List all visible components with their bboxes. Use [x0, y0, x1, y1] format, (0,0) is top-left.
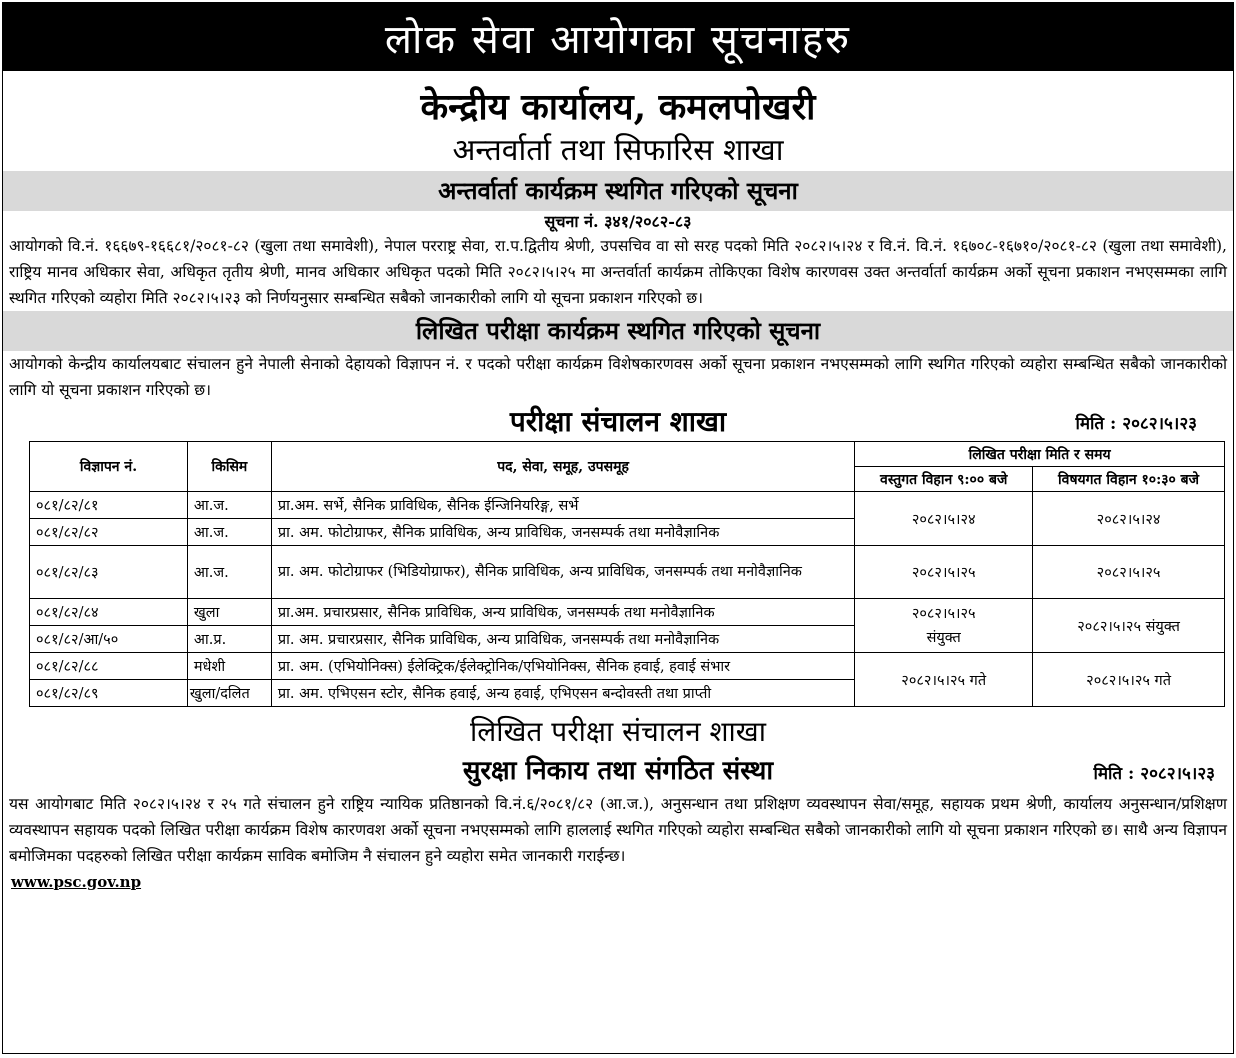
cell-type: आ.ज. [187, 546, 271, 599]
written-notice-title: लिखित परीक्षा कार्यक्रम स्थगित गरिएको सूचना [3, 311, 1233, 351]
cell-type: आ.ज. [187, 519, 271, 546]
security-section-header [3, 751, 1233, 791]
security-section-date: मिति : २०८२।५।२३ [1093, 764, 1215, 784]
exam-schedule-table [29, 441, 1225, 707]
website-link[interactable]: www.psc.gov.np [11, 873, 142, 891]
header-adv-no: विज्ञापन नं. [30, 442, 188, 492]
notice-number: सूचना नं. ३४१/२०८२-८३ [544, 212, 692, 231]
cell-post: प्रा. अम. प्रचारप्रसार, सैनिक प्राविधिक, अन्य प्राविधिक, जनसम्पर्क तथा मनोवैज्ञानिक [271, 626, 854, 653]
written-section-title: लिखित परीक्षा संचालन शाखा [470, 715, 766, 748]
cell-objective-date: २०८२।५।२५ [855, 546, 1033, 599]
banner-title: लोक सेवा आयोगका सूचनाहरु [3, 3, 1233, 71]
header-written-exam: लिखित परीक्षा मिति र समय [855, 442, 1225, 467]
cell-post: प्रा.अम. सर्भे, सैनिक प्राविधिक, सैनिक ईन्जिनियरिङ्ग, सर्भे [271, 492, 854, 519]
cell-type: आ.प्र. [187, 626, 271, 653]
cell-subjective-date: २०८२।५।२५ गते [1033, 653, 1225, 707]
cell-post: प्रा. अम. फोटोग्राफर (भिडियोग्राफर), सैनिक प्राविधिक, अन्य प्राविधिक, जनसम्पर्क तथा मनोवैज्ञानिक [271, 546, 854, 599]
cell-subjective-date: २०८२।५।२५ [1033, 546, 1225, 599]
written-notice-body: आयोगको केन्द्रीय कार्यालयबाट संचालन हुने नेपाली सेनाको देहायको विज्ञापन नं. र पदको परीक्षा कार्यक्रम विशेषकारणवस अर्को सूचना प्रकाशन नभएसम्मको लागि स्थगित गरिएको व्यहोरा सम्बन्धित सबैको जानकारीको लागि यो सूचना प्रकाशन गरिएको छ। [9, 355, 1227, 399]
cell-adv-no: ०८१/८२/८२ [30, 519, 188, 546]
cell-post: प्रा.अम. प्रचारप्रसार, सैनिक प्राविधिक, अन्य प्राविधिक, जनसम्पर्क तथा मनोवैज्ञानिक [271, 599, 854, 626]
security-section-title: सुरक्षा निकाय तथा संगठित संस्था [462, 756, 774, 786]
table-row [30, 599, 1225, 626]
branch-title: अन्तर्वार्ता तथा सिफारिस शाखा [452, 133, 784, 168]
notice-page [2, 2, 1234, 1054]
security-section-body: यस आयोगबाट मिति २०८२।५।२४ र २५ गते संचालन हुने राष्ट्रिय न्यायिक प्रतिष्ठानको वि.नं.६/२०८१/८२ (आ.ज.), अनुसन्धान तथा प्रशिक्षण व्यवस्थापन सेवा/समूह, सहायक प्रथम श्रेणी, कार्यालय अनुसन्धान/प्रशिक्षण व्यवस्थापन सहायक पदको लिखित परीक्षा कार्यक्रम विशेष कारणवश अर्को सूचना नभएसम्मको लागि हाललाई स्थगित गरिएको व्यहोरा सम्बन्धित सबैको जानकारीको लागि यो सूचना प्रकाशन गरिएको छ। साथै अन्य विज्ञापन बमोजिमका पदहरुको लिखित परीक्षा कार्यक्रम साविक बमोजिम नै संचालन हुने व्यहोरा समेत जानकारी गराईन्छ। [9, 795, 1227, 865]
objective-date-note: संयुक्त [926, 629, 961, 646]
interview-notice-title: अन्तर्वार्ता कार्यक्रम स्थगित गरिएको सूचना [3, 171, 1233, 211]
cell-objective-date: २०८२।५।२४ [855, 492, 1033, 546]
table-row [30, 653, 1225, 680]
cell-type: खुला [187, 599, 271, 626]
interview-notice-body: आयोगको वि.नं. १६६७९-१६६८१/२०८१-८२ (खुला तथा समावेशी), नेपाल परराष्ट्र सेवा, रा.प.द्वितीय श्रेणी, उपसचिव वा सो सरह पदको मिति २०८२।५।२४ र वि.नं. वि.नं. १६७०८-१६७१०/२०८१-८२ (खुला तथा समावेशी), राष्ट्रिय मानव अधिकार सेवा, अधिकृत तृतीय श्रेणी, मानव अधिकार अधिकृत पदको मिति २०८२।५।२५ मा अन्तर्वार्ता कार्यक्रम तोकिएका विशेष कारणवस उक्त अन्तर्वार्ता कार्यक्रम अर्को सूचना प्रकाशन नभएसम्मका लागि स्थगित गरिएको व्यहोरा मिति २०८२।५।२३ को निर्णयनुसार सम्बन्धित सबैको जानकारीको लागि यो सूचना प्रकाशन गरिएको छ। [9, 237, 1227, 307]
header-objective: वस्तुगत विहान ९:०० बजे [855, 467, 1033, 492]
cell-objective-date [855, 599, 1033, 653]
cell-type: मधेशी [187, 653, 271, 680]
cell-adv-no: ०८१/८२/आ/५० [30, 626, 188, 653]
cell-subjective-date: २०८२।५।२५ संयुक्त [1033, 599, 1225, 653]
exam-section-header [3, 403, 1233, 441]
cell-type: खुला/दलित [187, 680, 271, 707]
cell-objective-date: २०८२।५।२५ गते [855, 653, 1033, 707]
exam-section-title: परीक्षा संचालन शाखा [509, 405, 727, 438]
cell-adv-no: ०८१/८२/८४ [30, 599, 188, 626]
office-title: केन्द्रीय कार्यालय, कमलपोखरी [420, 86, 816, 128]
objective-date-value: २०८२।५।२५ [911, 605, 976, 622]
cell-post: प्रा. अम. (एभियोनिक्स) ईलेक्ट्रिक/ईलेक्ट्रोनिक/एभियोनिक्स, सैनिक हवाई, हवाई संभार [271, 653, 854, 680]
cell-adv-no: ०८१/८२/८९ [30, 680, 188, 707]
header-post: पद, सेवा, समूह, उपसमूह [271, 442, 854, 492]
table-header-row [30, 442, 1225, 467]
cell-post: प्रा. अम. एभिएसन स्टोर, सैनिक हवाई, अन्य हवाई, एभिएसन बन्दोवस्ती तथा प्राप्ती [271, 680, 854, 707]
table-row [30, 546, 1225, 599]
cell-adv-no: ०८१/८२/८३ [30, 546, 188, 599]
cell-post: प्रा. अम. फोटोग्राफर, सैनिक प्राविधिक, अन्य प्राविधिक, जनसम्पर्क तथा मनोवैज्ञानिक [271, 519, 854, 546]
cell-subjective-date: २०८२।५।२४ [1033, 492, 1225, 546]
header-subjective: विषयगत विहान १०:३० बजे [1033, 467, 1225, 492]
header-type: किसिम [187, 442, 271, 492]
cell-adv-no: ०८१/८२/८८ [30, 653, 188, 680]
cell-type: आ.ज. [187, 492, 271, 519]
cell-adv-no: ०८१/८२/८१ [30, 492, 188, 519]
exam-section-date: मिति : २०८२।५।२३ [1075, 414, 1197, 434]
table-row [30, 492, 1225, 519]
